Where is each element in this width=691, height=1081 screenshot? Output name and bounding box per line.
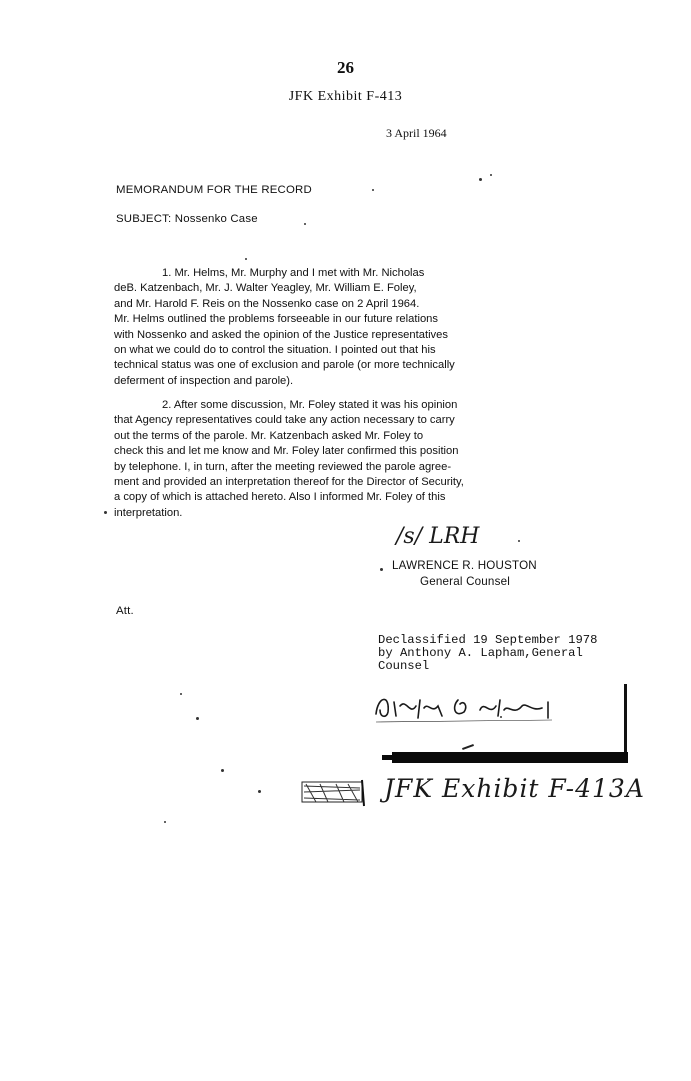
memo-title: MEMORANDUM FOR THE RECORD [116, 184, 312, 196]
paragraph-1-line: with Nossenko and asked the opinion of the Justice representatives [114, 328, 448, 341]
paragraph-2-line: a copy of which is attached hereto. Also I informed Mr. Foley of this [114, 491, 446, 504]
paragraph-1-line: and Mr. Harold F. Reis on the Nossenko case on 2 April 1964. [114, 297, 420, 310]
scan-speck [196, 717, 199, 720]
scan-speck [245, 258, 247, 260]
memo-subject: SUBJECT: Nossenko Case [116, 213, 258, 225]
declass-signature-image [372, 688, 572, 728]
paragraph-2-line: ment and provided an interpretation thereof for the Director of Security, [114, 476, 464, 489]
paragraph-2-line: interpretation. [114, 506, 183, 519]
paragraph-1 [114, 266, 584, 389]
scan-speck [304, 223, 306, 225]
scan-speck [518, 540, 520, 542]
scribbled-stamp-image [296, 776, 376, 810]
page-number: 26 [337, 58, 354, 77]
signer-title: General Counsel [420, 575, 511, 588]
paragraph-2-line: that Agency representatives could take any action necessary to carry [114, 414, 455, 427]
redaction-bar [392, 752, 628, 763]
handwritten-exhibit-note: JFK Exhibit F-413A [384, 774, 645, 803]
attachment-note: Att. [116, 605, 134, 617]
declassification-stamp [378, 634, 597, 673]
declass-line: Declassified 19 September 1978 [378, 633, 598, 647]
scan-speck [490, 174, 492, 176]
declass-line: by Anthony A. Lapham,General [378, 646, 583, 660]
paragraph-2-line: check this and let me know and Mr. Foley later confirmed this position [114, 445, 459, 458]
scan-speck [372, 189, 374, 191]
scan-speck [479, 178, 482, 181]
paragraph-1-line: on what we could do to control the situation. I pointed out that his [114, 344, 436, 357]
scan-speck [380, 568, 383, 571]
pen-mark [462, 744, 474, 750]
exhibit-heading: JFK Exhibit F-413 [288, 89, 403, 104]
scan-speck [221, 769, 224, 772]
signer-name: LAWRENCE R. HOUSTON [392, 559, 537, 572]
scan-speck [500, 716, 502, 718]
paragraph-1-line: 1. Mr. Helms, Mr. Murphy and I met with Mr. Nicholas [162, 267, 425, 279]
declass-line: Counsel [378, 659, 430, 673]
scan-speck [258, 790, 261, 793]
scan-speck [104, 511, 107, 514]
paragraph-1-line: Mr. Helms outlined the problems forseeable in our future relations [114, 313, 438, 326]
scan-speck [180, 693, 182, 695]
paragraph-2-line: out the terms of the parole. Mr. Katzenbach asked Mr. Foley to [114, 429, 424, 442]
redaction-bar-tail [382, 755, 392, 760]
paragraph-1-line: technical status was one of exclusion and parole (or more technically [114, 359, 455, 372]
scan-speck [164, 821, 166, 823]
paragraph-1-line: deB. Katzenbach, Mr. J. Walter Yeagley, Mr. William E. Foley, [114, 282, 417, 295]
paragraph-2-line: 2. After some discussion, Mr. Foley stated it was his opinion [162, 399, 458, 411]
memo-date: 3 April 1964 [386, 126, 447, 140]
paragraph-2-line: by telephone. I, in turn, after the meeting reviewed the parole agree- [114, 460, 452, 473]
signature-mark: /s/ LRH [396, 524, 480, 549]
paragraph-1-line: deferment of inspection and parole). [114, 374, 294, 387]
paragraph-2 [114, 398, 584, 521]
margin-bracket [624, 684, 627, 756]
